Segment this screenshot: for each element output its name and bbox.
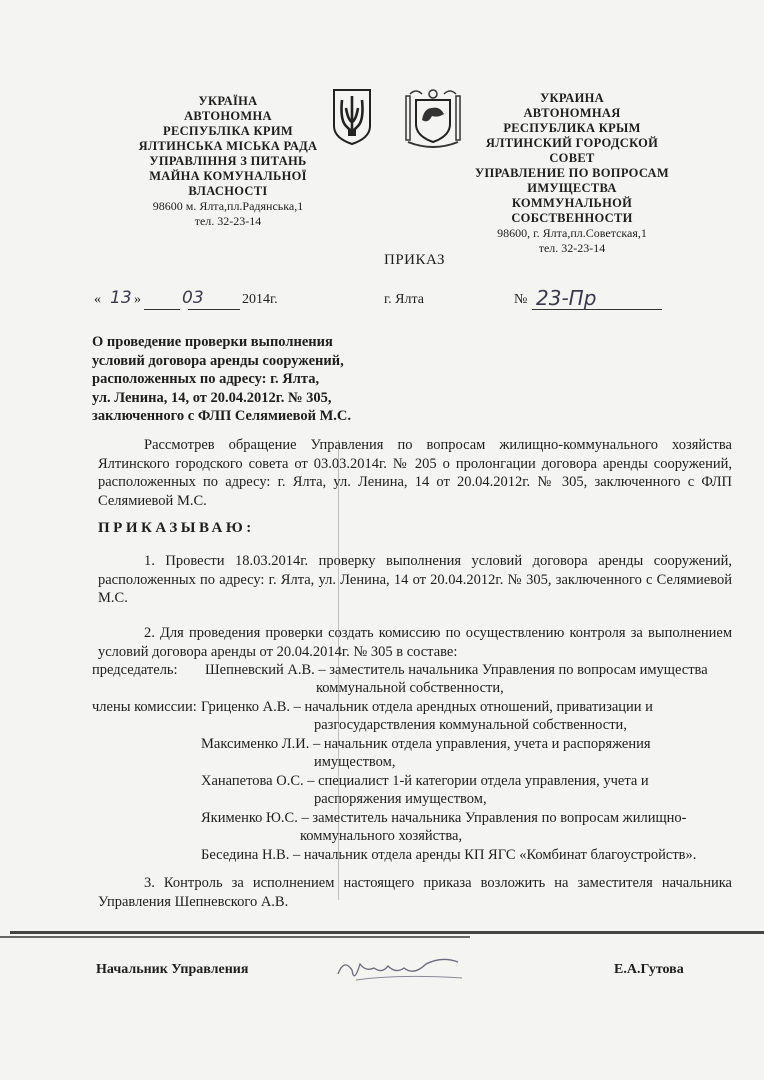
header-russian xyxy=(472,91,672,256)
date-open-quote: « xyxy=(94,292,101,307)
commission-member-cont: разгосударствления коммунальной собственности, xyxy=(314,717,627,733)
crimea-coat-of-arms-icon xyxy=(402,84,464,150)
header-ua-line3: РЕСПУБЛІКА КРИМ xyxy=(163,124,293,138)
subject-line-2: условий договора аренды сооружений, xyxy=(92,352,344,369)
date-month: 03 xyxy=(182,288,204,308)
subject-line-3: расположенных по адресу: г. Ялта, xyxy=(92,371,320,387)
subject-line-5: заключенного с ФЛП Селямиевой М.С. xyxy=(92,408,351,424)
item-3: 3. Контроль за исполнением настоящего приказа возложить на заместителя начальника Управления Шепневского А.В. xyxy=(98,875,732,910)
commission-member-cont: имуществом, xyxy=(314,754,396,770)
header-ua-line7: ВЛАСНОСТІ xyxy=(188,184,268,198)
commission-member: Гриценко А.В. – начальник отдела арендных отношений, приватизации и xyxy=(201,699,653,715)
handwritten-signature xyxy=(330,944,480,994)
signatory-name: Е.А.Гутова xyxy=(614,962,684,977)
header-ru-line3: РЕСПУБЛИКА КРЫМ xyxy=(503,121,641,135)
item-2-intro: 2. Для проведения проверки создать комиссию по осуществлению контроля за выполнением условий договора аренды от 20.04.2014г. № 305 в составе: xyxy=(98,625,732,660)
header-ru-phone: тел. 32-23-14 xyxy=(538,241,606,255)
commission-member: Якименко Ю.С. – заместитель начальника Управления по вопросам жилищно- xyxy=(201,810,687,826)
order-subject xyxy=(92,333,392,426)
chair-label: председатель: xyxy=(92,662,178,678)
commission-member-cont: распоряжения имуществом, xyxy=(314,791,487,807)
order-number: 23-Пр xyxy=(536,286,597,310)
city: г. Ялта xyxy=(384,292,424,307)
document-title: ПРИКАЗ xyxy=(384,252,445,268)
date-day: 13 xyxy=(110,288,132,308)
header-ru-line1: УКРАИНА xyxy=(540,91,604,105)
commission-member: Шепневский А.В. – заместитель начальника Управления по вопросам имущества xyxy=(205,662,708,678)
header-ru-line7: СОБСТВЕННОСТИ xyxy=(511,211,633,225)
date-year: 2014г. xyxy=(242,292,278,307)
commission-member-cont: коммунального хозяйства, xyxy=(300,828,463,844)
members-label: члены комиссии: xyxy=(92,699,197,715)
commission-member-cont: коммунальной собственности, xyxy=(316,680,504,696)
scan-edge-line-2 xyxy=(0,936,470,938)
paper-fold-line xyxy=(338,440,339,900)
signatory-position: Начальник Управления xyxy=(96,962,249,977)
header-ru-line5: УПРАВЛЕНИЕ ПО ВОПРОСАМ xyxy=(474,166,669,180)
header-ukrainian xyxy=(128,94,328,229)
header-ru-line2: АВТОНОМНАЯ xyxy=(523,106,621,120)
intro-paragraph: Рассмотрев обращение Управления по вопросам жилищно-коммунального хозяйства Ялтинского городского совета от 03.03.2014г. № 205 о пролонгации договора аренды сооружений, расположенных по адресу: г. Ялта, ул. Ленина, 14 от 20.04.2012г. № 305, заключенного с ФЛП Селямиевой М.С. xyxy=(98,437,732,509)
order-word: ПРИКАЗЫВАЮ: xyxy=(98,520,255,536)
header-ru-address: 98600, г. Ялта,пл.Советская,1 xyxy=(497,226,647,240)
header-ru-line6: ИМУЩЕСТВА КОММУНАЛЬНОЙ xyxy=(511,181,633,210)
commission-member: Максименко Л.И. – начальник отдела управления, учета и распоряжения xyxy=(201,736,651,752)
header-ua-phone: тел. 32-23-14 xyxy=(194,214,262,228)
commission-member: Беседина Н.В. – начальник отдела аренды КП ЯГС «Комбинат благоустройств». xyxy=(201,847,697,863)
item-1: 1. Провести 18.03.2014г. проверку выполнения условий договора аренды сооружений, расположенных по адресу: г. Ялта, ул. Ленина, 14 от 20.04.2012г. № 305, заключенного с Селямиевой М.С. xyxy=(98,553,732,606)
trident-emblem-icon xyxy=(330,86,374,148)
date-close-quote: » xyxy=(134,292,141,307)
number-prefix: № xyxy=(514,292,528,307)
date-line xyxy=(92,286,674,320)
scan-edge-line xyxy=(10,931,764,934)
header-ua-line4: ЯЛТИНСЬКА МІСЬКА РАДА xyxy=(138,139,318,153)
header-ua-line5: УПРАВЛІННЯ З ПИТАНЬ xyxy=(149,154,307,168)
header-ua-line1: УКРАЇНА xyxy=(198,94,258,108)
header-ua-line6: МАЙНА КОМУНАЛЬНОЇ xyxy=(149,169,307,183)
header-ru-line4: ЯЛТИНСКИЙ ГОРОДСКОЙ СОВЕТ xyxy=(485,136,659,165)
header-ua-line2: АВТОНОМНА xyxy=(184,109,272,123)
subject-line-1: О проведение проверки выполнения xyxy=(92,334,333,350)
commission-member: Ханапетова О.С. – специалист 1-й категории отдела управления, учета и xyxy=(201,773,649,789)
subject-line-4: ул. Ленина, 14, от 20.04.2012г. № 305, xyxy=(92,389,332,406)
header-ua-address: 98600 м. Ялта,пл.Радянська,1 xyxy=(152,199,304,213)
